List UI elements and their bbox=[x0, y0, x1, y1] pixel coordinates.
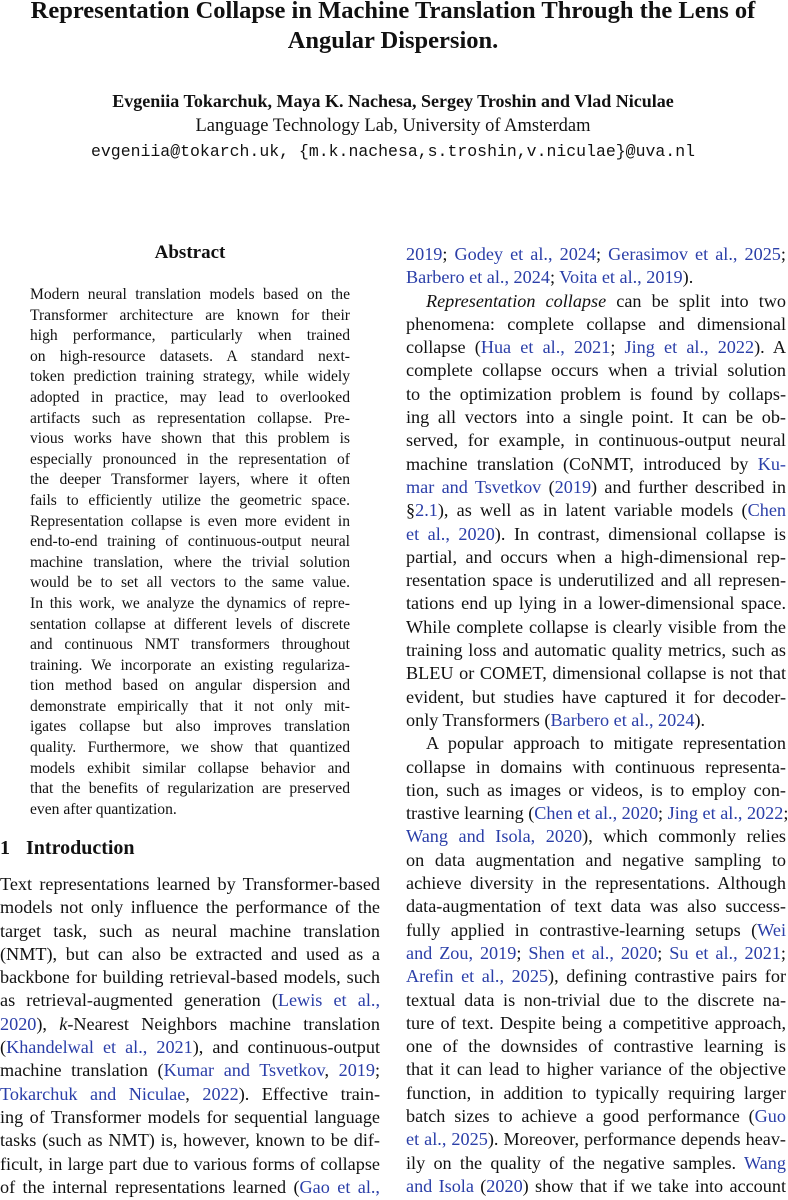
text-span: ), as well as in latent variable models ( bbox=[437, 500, 748, 521]
text-line bbox=[406, 919, 786, 942]
text-span: tations end up lying in a lower-dimensional space. bbox=[406, 593, 786, 614]
text-line bbox=[0, 1129, 380, 1152]
text-line bbox=[406, 662, 786, 685]
text-span: backbone for building retrieval-based models, such bbox=[0, 967, 380, 988]
text-span: achieve diversity in the representations. Although bbox=[406, 873, 786, 894]
text-span: fully applied in contrastive-learning setups ( bbox=[406, 919, 758, 940]
text-span: models not only influence the performance of the bbox=[0, 897, 380, 918]
citation-link[interactable]: Su et al., 2021 bbox=[669, 942, 781, 963]
text-span: adopted in practice, may lead to overlooked bbox=[30, 388, 350, 406]
citation-link[interactable]: Ku- bbox=[757, 453, 786, 474]
citation-link[interactable]: Tokarchuk and Niculae bbox=[0, 1083, 186, 1104]
text-span: ing of Transformer models for sequential language bbox=[0, 1106, 380, 1127]
citation-link[interactable]: Lewis et al., bbox=[277, 990, 380, 1011]
text-span: sentation collapse at different levels of discrete bbox=[30, 615, 350, 633]
text-line bbox=[406, 965, 786, 988]
text-line bbox=[30, 347, 350, 368]
text-line bbox=[0, 1176, 380, 1199]
text-line bbox=[406, 290, 786, 313]
citation-link[interactable]: Barbero et al., 2024 bbox=[406, 267, 550, 288]
citation-link[interactable]: 2020 bbox=[486, 1175, 523, 1196]
text-line bbox=[406, 499, 786, 522]
text-span: ; bbox=[374, 1060, 381, 1081]
citation-link[interactable]: Guo bbox=[754, 1105, 786, 1126]
text-span: ). A bbox=[754, 337, 786, 358]
text-line bbox=[0, 1059, 380, 1082]
text-line bbox=[30, 635, 350, 656]
text-span: ( bbox=[0, 1037, 7, 1058]
citation-link[interactable]: 2022 bbox=[202, 1083, 239, 1104]
author-emails: evgeniia@tokarch.uk, {m.k.nachesa,s.troshin,v.niculae}@uva.nl bbox=[91, 142, 695, 161]
text-line bbox=[406, 266, 786, 289]
text-line bbox=[406, 639, 786, 662]
text-span: (NMT), but can also be extracted and used as a bbox=[0, 943, 380, 964]
text-span: ; bbox=[595, 244, 609, 264]
citation-link[interactable]: Voita et al., 2019 bbox=[559, 267, 683, 288]
text-span: to the optimization problem is found by collaps- bbox=[406, 383, 786, 404]
text-span: ; bbox=[780, 942, 786, 963]
text-span: machine translation, where the trivial solution bbox=[30, 553, 350, 571]
text-span: igates collapse but also improves translation bbox=[30, 718, 350, 736]
text-span: the deeper Transformer layers, where it often bbox=[30, 471, 350, 489]
text-span: even after quantization. bbox=[30, 800, 177, 818]
text-span: , bbox=[324, 1060, 339, 1081]
text-span: § bbox=[406, 500, 416, 521]
text-span: -Nearest Neighbors machine translation bbox=[67, 1013, 380, 1034]
citation-link[interactable]: Wei bbox=[757, 919, 786, 940]
text-span: ( bbox=[541, 476, 555, 497]
citation-link[interactable]: and Zou, 2019 bbox=[406, 942, 517, 963]
citation-link[interactable]: Jing et al., 2022 bbox=[667, 803, 784, 824]
text-line bbox=[0, 1083, 380, 1106]
text-span: quality. Furthermore, we show that quantized bbox=[30, 739, 350, 757]
text-span: complete collapse occurs when a trivial solution bbox=[406, 360, 786, 381]
title-line: Angular Dispersion. bbox=[287, 27, 499, 54]
text-line bbox=[0, 1106, 380, 1129]
citation-link[interactable]: Jing et al., 2022 bbox=[624, 337, 755, 358]
text-span: ture of text. Despite being a competitive approach, bbox=[406, 1012, 786, 1033]
text-span: of the internal representations learned ( bbox=[0, 1176, 300, 1197]
text-span: resentation space is underutilized and all represen- bbox=[406, 570, 786, 591]
text-line bbox=[30, 491, 350, 512]
text-span: and continuous NMT transformers throughout bbox=[30, 636, 350, 654]
text-line bbox=[406, 1152, 786, 1175]
text-line bbox=[406, 849, 786, 872]
text-span: training. We incorporate an existing regulariza- bbox=[30, 656, 350, 674]
text-line bbox=[406, 1035, 786, 1058]
text-line bbox=[406, 1058, 786, 1081]
citation-link[interactable]: Chen et al., 2020 bbox=[534, 803, 659, 824]
text-line bbox=[406, 756, 786, 779]
text-line bbox=[406, 895, 786, 918]
text-line bbox=[406, 802, 786, 825]
text-span: While complete collapse is clearly visible from the bbox=[406, 616, 786, 637]
text-span: phenomena: complete collapse and dimensional bbox=[406, 313, 786, 334]
text-line bbox=[30, 409, 350, 430]
text-span: tion method based on angular dispersion and bbox=[30, 677, 350, 695]
text-span: tasks (such as NMT) is, however, known to be dif- bbox=[0, 1130, 380, 1151]
citation-link[interactable]: Khandelwal et al., 2021 bbox=[6, 1037, 193, 1058]
text-span: ily on the quality of the negative samples. bbox=[406, 1152, 745, 1173]
citation-link[interactable]: et al., 2020 bbox=[406, 523, 495, 544]
text-line bbox=[0, 989, 380, 1012]
text-line bbox=[406, 406, 786, 429]
text-line bbox=[30, 615, 350, 636]
text-span: high performance, particularly when trained bbox=[30, 327, 350, 345]
text-span: ). bbox=[694, 709, 706, 730]
citation-link[interactable]: Shen et al., 2020 bbox=[528, 942, 658, 963]
citation-link[interactable]: 2020 bbox=[0, 1013, 37, 1034]
text-span: ), which commonly relies bbox=[582, 826, 786, 847]
text-line bbox=[30, 450, 350, 471]
text-span: machine translation ( bbox=[0, 1060, 164, 1081]
citation-link[interactable]: Gao et al., bbox=[299, 1176, 380, 1197]
text-line bbox=[30, 800, 350, 821]
citation-link[interactable]: 2.1 bbox=[415, 500, 438, 521]
citation-link[interactable]: Wang bbox=[744, 1152, 786, 1173]
text-line bbox=[30, 512, 350, 533]
text-span: ; bbox=[516, 942, 529, 963]
text-line bbox=[30, 388, 350, 409]
text-span: batch sizes to achieve a good performance ( bbox=[406, 1105, 755, 1126]
text-line bbox=[406, 989, 786, 1012]
text-line bbox=[406, 359, 786, 382]
text-line bbox=[406, 825, 786, 848]
text-span: ; bbox=[658, 803, 668, 824]
text-span: Modern neural translation models based on the bbox=[30, 286, 350, 303]
text-line bbox=[30, 532, 350, 553]
text-line bbox=[406, 592, 786, 615]
text-line bbox=[406, 476, 786, 499]
text-line bbox=[30, 553, 350, 574]
text-line bbox=[0, 920, 380, 943]
text-span: ; bbox=[657, 942, 670, 963]
text-span: ; bbox=[780, 244, 786, 264]
text-line bbox=[406, 546, 786, 569]
text-span: fails to efficiently utilize the geometric space. bbox=[30, 491, 350, 509]
text-span: can be split into two bbox=[606, 290, 787, 311]
citation-link[interactable]: Kumar and Tsvetkov bbox=[163, 1060, 325, 1081]
text-span: Transformer architecture are known for their bbox=[30, 306, 350, 324]
text-line bbox=[406, 336, 786, 359]
text-line bbox=[0, 1013, 380, 1036]
text-line bbox=[30, 779, 350, 800]
abstract-body bbox=[30, 285, 350, 820]
text-span: end-to-end training of continuous-output neural bbox=[30, 533, 350, 551]
paper-title bbox=[0, 0, 786, 56]
text-span: training loss and automatic quality metrics, such as bbox=[406, 640, 786, 661]
citation-link[interactable]: Chen bbox=[747, 500, 786, 521]
text-span: data-augmentation of text data was also success- bbox=[406, 896, 786, 917]
text-span: BLEU or COMET, dimensional collapse is not that bbox=[406, 663, 786, 684]
section-title: Introduction bbox=[26, 837, 135, 859]
text-span: ing all vectors into a single point. It can be ob- bbox=[406, 407, 786, 428]
text-line bbox=[406, 429, 786, 452]
text-span: textual data is non-trivial due to the discrete na- bbox=[406, 989, 786, 1010]
text-span: ), and continuous-output bbox=[192, 1037, 380, 1058]
introduction-body-right bbox=[406, 243, 786, 1198]
text-span: only Transformers ( bbox=[406, 709, 551, 730]
italic-text: Representation collapse bbox=[426, 290, 607, 311]
text-span: especially pronounced in the representation of bbox=[30, 450, 350, 468]
text-span: ( bbox=[473, 1175, 487, 1196]
text-span: ; bbox=[549, 267, 560, 288]
text-span: demonstrate empirically that it not only mit- bbox=[30, 697, 350, 715]
text-span: on data augmentation and negative sampling to bbox=[406, 849, 786, 870]
affiliation: Language Technology Lab, University of Amsterdam bbox=[195, 116, 591, 136]
author-list: Evgeniia Tokarchuk, Maya K. Nachesa, Sergey Troshin and Vlad Niculae bbox=[112, 91, 674, 111]
text-span: served, for example, in continuous-output neural bbox=[406, 430, 786, 451]
text-line bbox=[406, 872, 786, 895]
text-span: Representation collapse is even more evident in bbox=[30, 512, 350, 530]
abstract-heading: Abstract bbox=[154, 242, 226, 263]
text-line bbox=[406, 686, 786, 709]
text-span: ). bbox=[682, 267, 694, 288]
text-line bbox=[30, 759, 350, 780]
text-line bbox=[30, 367, 350, 388]
introduction-body-left bbox=[0, 873, 380, 1199]
text-span: trastive learning ( bbox=[406, 803, 535, 824]
text-line bbox=[0, 943, 380, 966]
text-line bbox=[406, 1012, 786, 1035]
text-line bbox=[406, 616, 786, 639]
text-line bbox=[30, 285, 350, 306]
text-span: target task, such as neural machine translation bbox=[0, 920, 380, 941]
citation-link[interactable]: Wang and Isola, 2020 bbox=[406, 826, 583, 847]
text-span: ). In contrast, dimensional collapse is bbox=[494, 523, 786, 544]
text-line bbox=[30, 573, 350, 594]
text-line bbox=[30, 429, 350, 450]
text-line bbox=[30, 697, 350, 718]
citation-link[interactable]: Arefin et al., 2025 bbox=[406, 966, 549, 987]
text-line bbox=[406, 453, 786, 476]
text-span: would be to set all vectors to the same value. bbox=[30, 574, 350, 592]
text-line bbox=[406, 1128, 786, 1151]
citation-link[interactable]: Godey et al., 2024 bbox=[454, 244, 596, 264]
text-span: evident, but studies have captured it for decoder- bbox=[406, 686, 786, 707]
citation-link[interactable]: 2019 bbox=[554, 476, 592, 497]
text-span: Text representations learned by Transformer-based bbox=[0, 874, 380, 894]
text-span: ), defining contrastive pairs for bbox=[548, 966, 787, 987]
text-span: ; bbox=[442, 244, 455, 264]
text-span: In this work, we analyze the dynamics of repre- bbox=[30, 594, 350, 612]
citation-link[interactable]: Barbero et al., 2024 bbox=[550, 709, 695, 730]
text-line bbox=[30, 326, 350, 347]
text-span: , bbox=[185, 1083, 203, 1104]
italic-text: k bbox=[59, 1013, 68, 1034]
text-line bbox=[0, 1036, 380, 1059]
text-span: vious works have shown that this problem is bbox=[30, 430, 350, 448]
citation-link[interactable]: et al., 2025 bbox=[406, 1129, 488, 1150]
text-line bbox=[0, 966, 380, 989]
text-line bbox=[30, 306, 350, 327]
text-line bbox=[0, 1153, 380, 1176]
citation-link[interactable]: and Isola bbox=[406, 1175, 474, 1196]
text-span: ficult, in large part due to various forms of collapse bbox=[0, 1153, 380, 1174]
text-line bbox=[30, 470, 350, 491]
text-line bbox=[406, 732, 786, 755]
text-line bbox=[0, 873, 380, 896]
text-span: collapse ( bbox=[406, 337, 481, 358]
text-span: on high-resource datasets. A standard next- bbox=[30, 347, 350, 365]
text-span: token prediction training strategy, while widely bbox=[30, 368, 350, 386]
text-span: ; bbox=[783, 803, 788, 824]
text-line bbox=[406, 709, 786, 732]
text-line bbox=[406, 313, 786, 336]
citation-link[interactable]: Hua et al., 2021 bbox=[480, 337, 611, 358]
text-span: ) and further described in bbox=[591, 476, 786, 497]
text-span: as retrieval-augmented generation ( bbox=[0, 990, 278, 1011]
text-span: function, in addition to typically requiring larger bbox=[406, 1082, 786, 1103]
text-line bbox=[406, 383, 786, 406]
text-line bbox=[30, 676, 350, 697]
text-line bbox=[0, 896, 380, 919]
text-span: ). Effective train- bbox=[238, 1083, 380, 1104]
text-span: A popular approach to mitigate representation bbox=[426, 733, 786, 754]
text-span: ; bbox=[610, 337, 625, 358]
citation-link[interactable]: mar and Tsvetkov bbox=[406, 476, 542, 497]
text-span: ). Moreover, performance depends heav- bbox=[487, 1129, 786, 1150]
text-line bbox=[406, 569, 786, 592]
text-line bbox=[30, 717, 350, 738]
text-span: that the benefits of regularization are preserved bbox=[30, 780, 350, 798]
citation-link[interactable]: Gerasimov et al., 2025 bbox=[608, 244, 781, 264]
text-line bbox=[30, 738, 350, 759]
citation-link[interactable]: 2019 bbox=[338, 1060, 375, 1081]
text-line bbox=[406, 942, 786, 965]
text-line bbox=[406, 1105, 786, 1128]
text-line bbox=[30, 656, 350, 677]
text-span: partial, and occurs when a high-dimensional rep- bbox=[406, 546, 786, 567]
section-number: 1 bbox=[0, 837, 10, 859]
text-line bbox=[30, 594, 350, 615]
citation-link[interactable]: 2019 bbox=[406, 244, 443, 264]
text-span: collapse in domains with continuous representa- bbox=[406, 756, 786, 777]
text-line bbox=[406, 243, 786, 266]
text-span: artifacts such as representation collapse. Pre- bbox=[30, 409, 350, 427]
text-line bbox=[406, 523, 786, 546]
text-span: machine translation (CoNMT, introduced by bbox=[406, 453, 758, 474]
text-line bbox=[406, 1082, 786, 1105]
text-span: ), bbox=[36, 1013, 60, 1034]
text-line bbox=[406, 1175, 786, 1198]
text-span: ) show that if we take into account bbox=[522, 1175, 786, 1196]
text-span: that it can lead to higher variance of the objective bbox=[406, 1059, 786, 1080]
section-heading-introduction bbox=[0, 837, 135, 860]
text-span: tion, such as images or videos, is to employ con- bbox=[406, 779, 786, 800]
text-span: one of the downsides of contrastive learning is bbox=[406, 1036, 786, 1057]
text-span: models exhibit similar collapse behavior and bbox=[30, 759, 350, 777]
title-line: Representation Collapse in Machine Translation Through the Lens of bbox=[30, 0, 756, 24]
text-line bbox=[406, 779, 786, 802]
